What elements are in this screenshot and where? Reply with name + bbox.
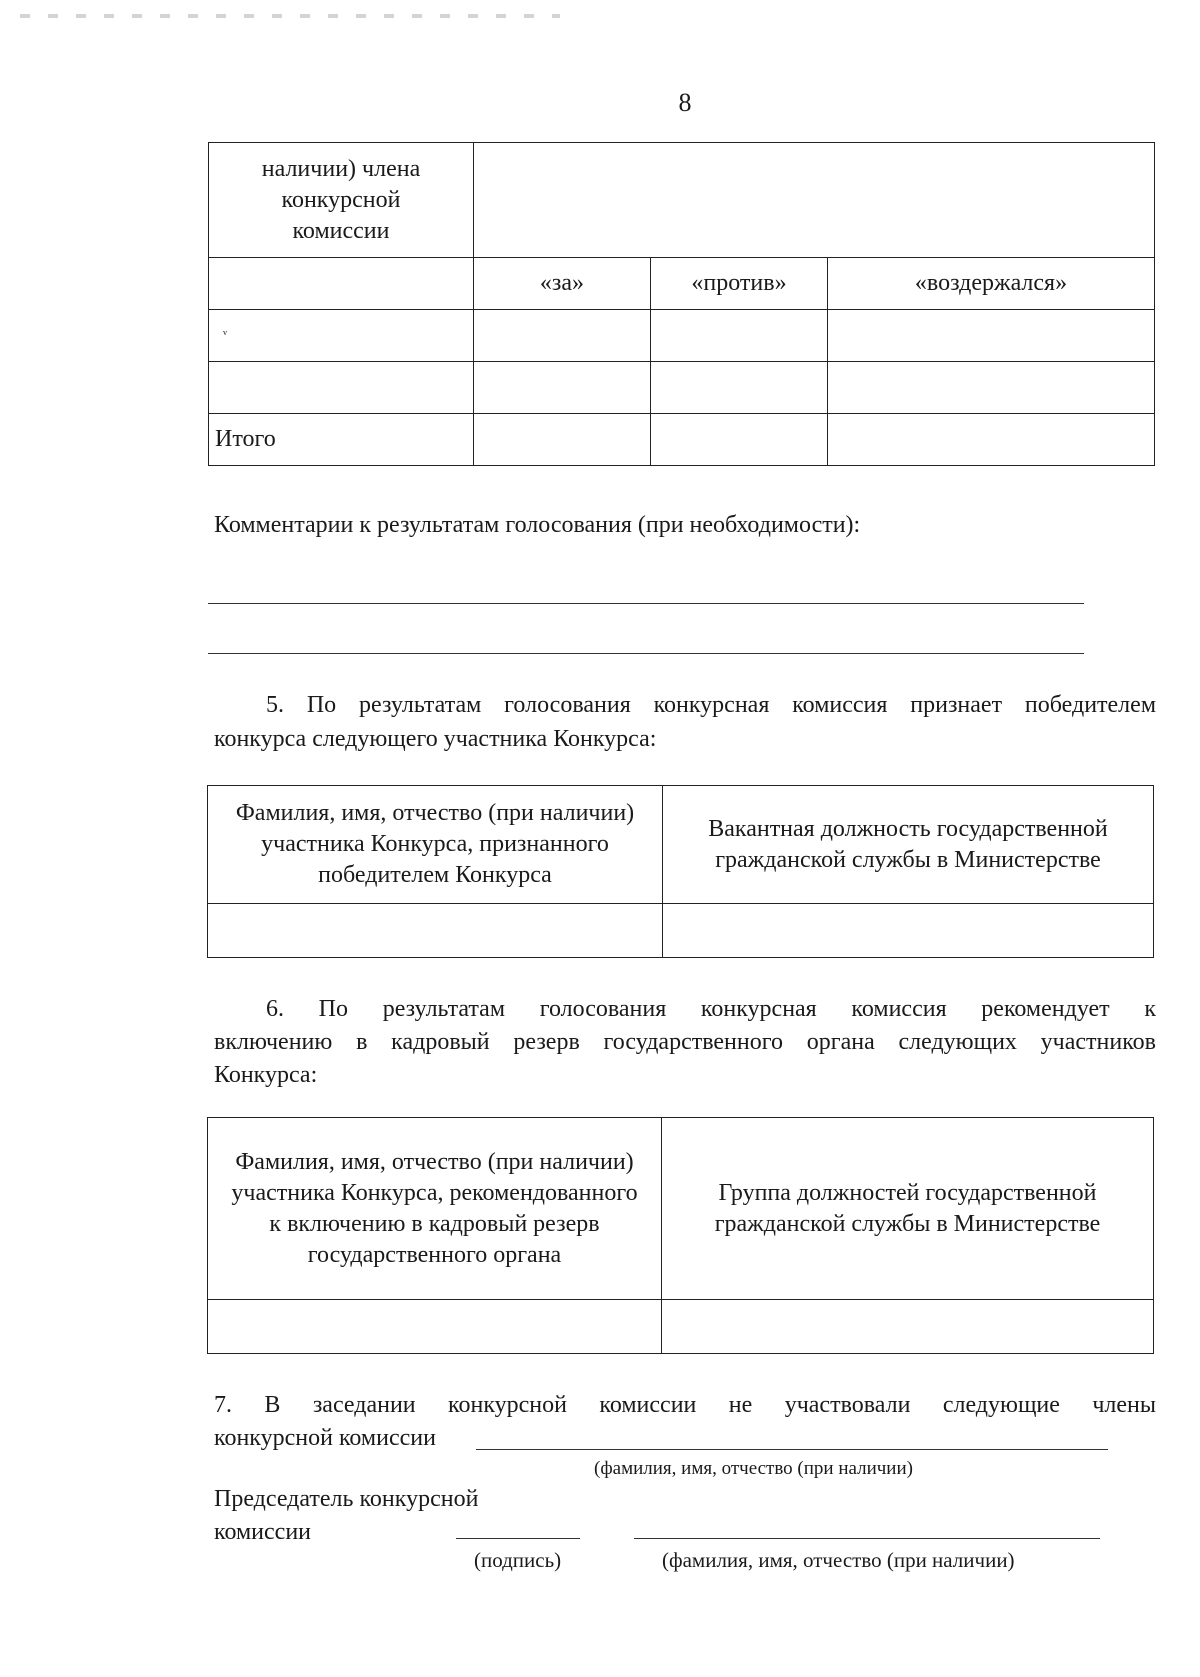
absent-members-caption: (фамилия, имя, отчество (при наличии) xyxy=(594,1458,913,1479)
vacancy-header: Вакантная должность государственной гражданской службы в Министерстве xyxy=(663,786,1154,904)
scan-artifact xyxy=(20,14,560,18)
section6-line3: Конкурса: xyxy=(214,1062,318,1088)
chairman-line1: Председатель конкурсной xyxy=(214,1486,479,1512)
votes-table xyxy=(208,142,1155,466)
section7-line1: 7. В заседании конкурсной комиссии не участвовали следующие члены xyxy=(214,1392,1156,1418)
chairman-name-caption: (фамилия, имя, отчество (при наличии) xyxy=(662,1548,1015,1572)
vote-cell xyxy=(474,414,651,466)
table-row xyxy=(208,786,1154,904)
section5-line2: конкурса следующего участника Конкурса: xyxy=(214,726,657,752)
reserve-table xyxy=(207,1117,1154,1354)
winner-name-header: Фамилия, имя, отчество (при наличии) участника Конкурса, признанного победителем Конкурса xyxy=(208,786,663,904)
section6-line1: 6. По результатам голосования конкурсная комиссия рекомендует к xyxy=(266,996,1156,1022)
column-header-vozderzhalsya: «воздержался» xyxy=(828,258,1155,310)
vote-cell xyxy=(474,362,651,414)
vote-cell xyxy=(651,414,828,466)
table-row xyxy=(208,1300,1154,1354)
table-row xyxy=(209,310,1155,362)
vote-cell xyxy=(651,310,828,362)
column-header-za: «за» xyxy=(474,258,651,310)
total-label: Итого xyxy=(209,414,474,466)
table-row xyxy=(208,1118,1154,1300)
chairman-line2: комиссии xyxy=(214,1519,312,1545)
absent-members-line xyxy=(476,1449,1108,1450)
reserve-name-header: Фамилия, имя, отчество (при наличии) участника Конкурса, рекомендованного к включению в кадровый резерв государственного органа xyxy=(208,1118,662,1300)
row-label-cell xyxy=(209,362,474,414)
comments-label: Комментарии к результатам голосования (при необходимости): xyxy=(214,512,861,538)
page-number: 8 xyxy=(678,88,692,117)
row-mark: ᵛ xyxy=(209,310,474,362)
column-header-protiv: «против» xyxy=(651,258,828,310)
table-row xyxy=(209,143,1155,258)
section5-line1: 5. По результатам голосования конкурсная комиссия признает победителем xyxy=(266,692,1156,718)
winner-table xyxy=(207,785,1154,958)
vote-cell xyxy=(474,310,651,362)
signature-line xyxy=(456,1538,580,1539)
vote-cell xyxy=(828,310,1155,362)
section6-line2: включению в кадровый резерв государственного органа следующих участников xyxy=(214,1029,1156,1055)
vote-cell xyxy=(828,362,1155,414)
table-row xyxy=(209,414,1155,466)
table-row xyxy=(209,258,1155,310)
position-group-header: Группа должностей государственной гражданской службы в Министерстве xyxy=(662,1118,1154,1300)
vote-cell xyxy=(651,362,828,414)
vote-cell xyxy=(828,414,1155,466)
reserve-name-cell xyxy=(208,1300,662,1354)
member-value-cell xyxy=(474,143,1155,258)
vacancy-cell xyxy=(663,904,1154,958)
chairman-name-line xyxy=(634,1538,1100,1539)
table-row xyxy=(209,362,1155,414)
position-group-cell xyxy=(662,1300,1154,1354)
comment-line xyxy=(208,653,1084,654)
empty-cell xyxy=(209,258,474,310)
winner-name-cell xyxy=(208,904,663,958)
comment-line xyxy=(208,603,1084,604)
section7-line2: конкурсной комиссии xyxy=(214,1425,436,1451)
member-header-cell: наличии) члена конкурсной комиссии xyxy=(209,143,474,258)
table-row xyxy=(208,904,1154,958)
signature-caption: (подпись) xyxy=(474,1548,562,1572)
